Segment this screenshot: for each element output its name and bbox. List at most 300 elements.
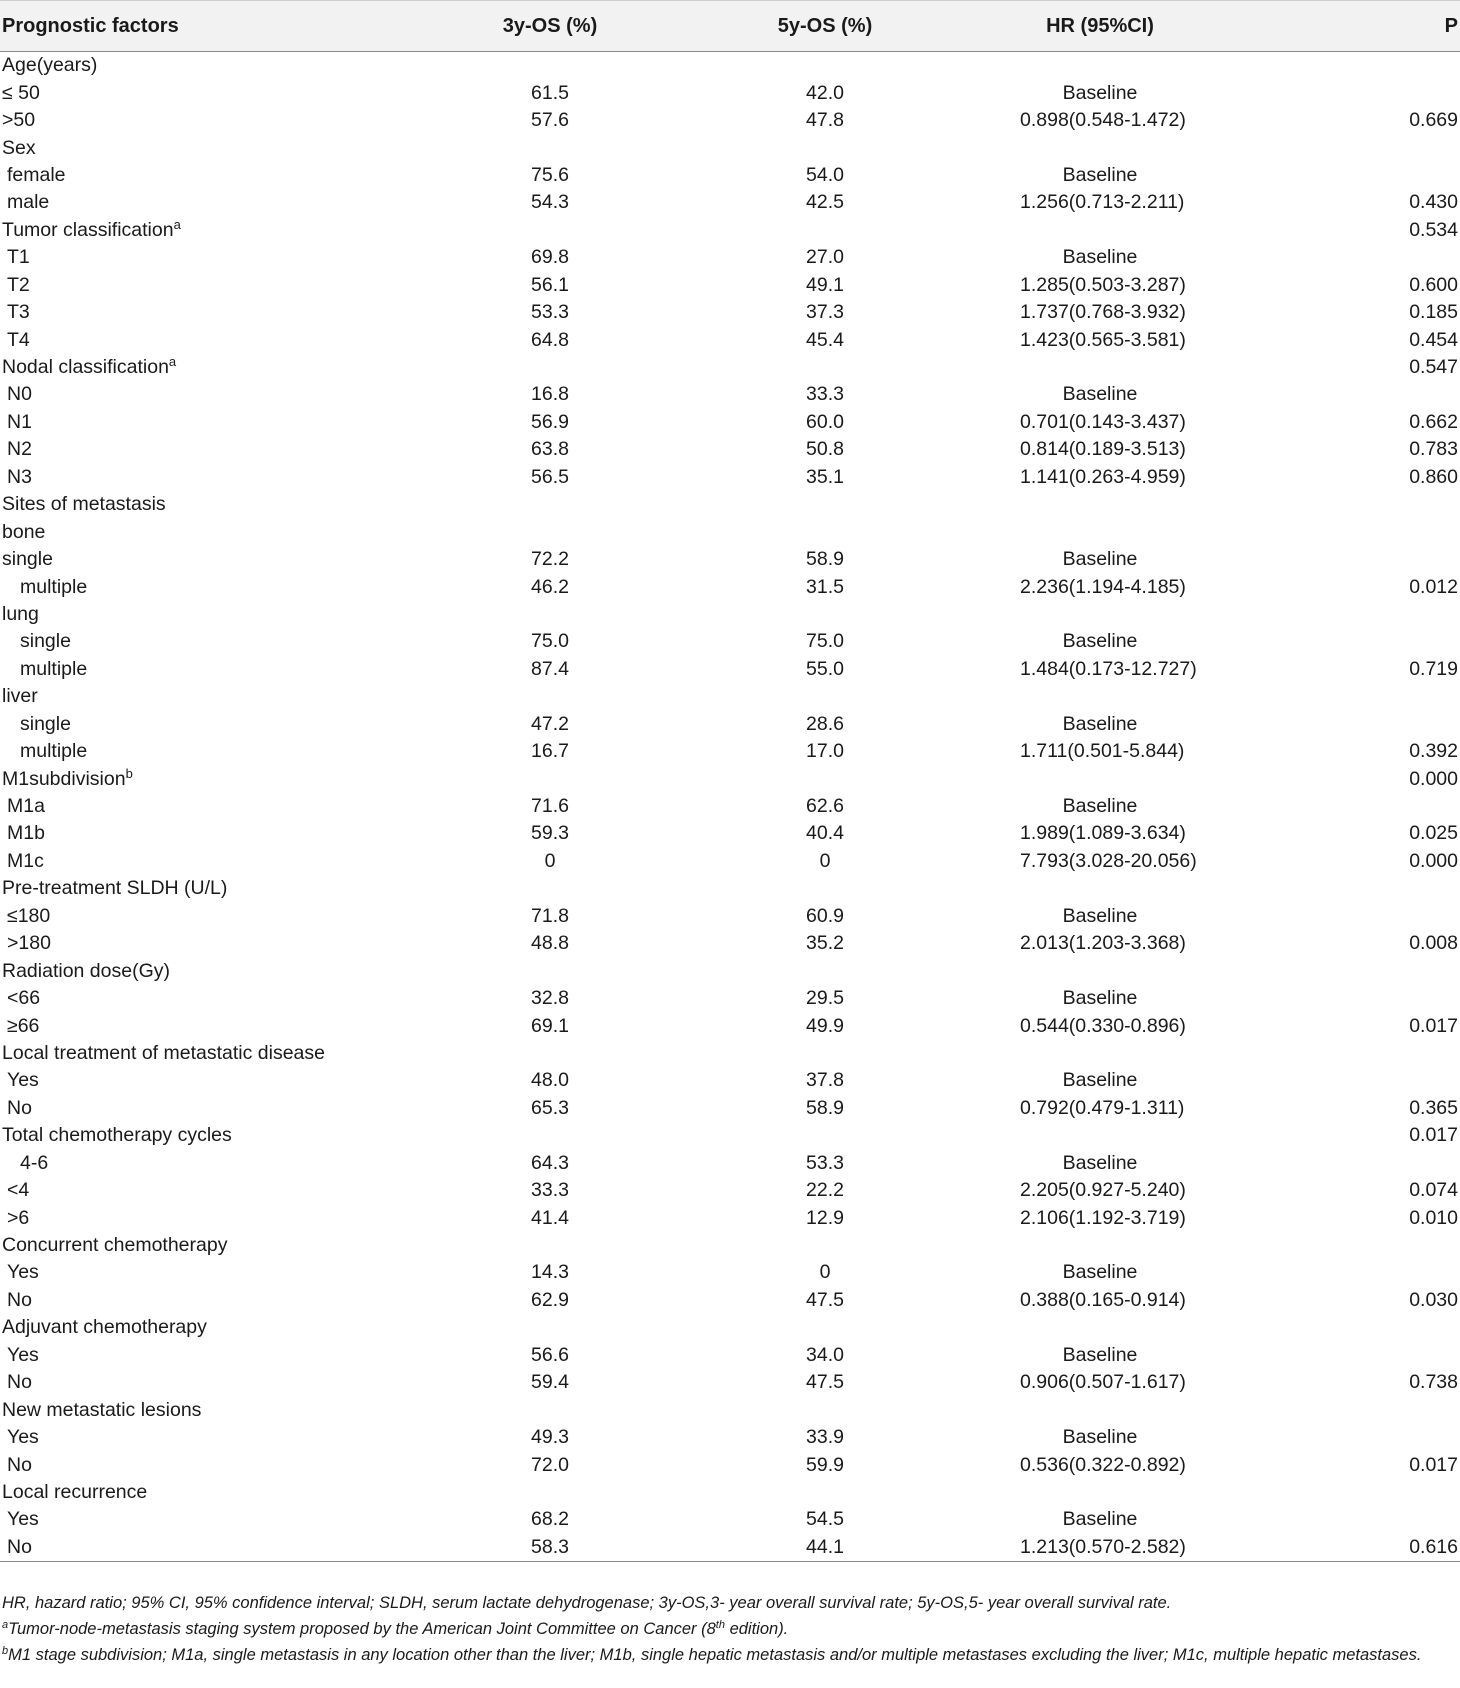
hr-value [1020, 601, 1180, 628]
factor-label-text: lung [2, 602, 39, 625]
factor-label [0, 409, 470, 436]
hr-value: 0.544(0.330-0.896) [1020, 1014, 1186, 1037]
hr-value: 0.701(0.143-3.437) [1020, 410, 1186, 433]
p-value: 0.600 [1409, 273, 1458, 296]
table-row [0, 820, 1460, 847]
os3-value: 54.3 [531, 191, 569, 214]
factor-label [0, 491, 470, 518]
factor-label [0, 464, 470, 491]
os5-value: 31.5 [806, 575, 844, 598]
factor-label [0, 683, 470, 710]
os3-value: 71.6 [531, 795, 569, 818]
os5-value: 53.3 [806, 1151, 844, 1174]
os5-value: 35.1 [806, 465, 844, 488]
hr-value: Baseline [1062, 712, 1138, 735]
hr-value [1020, 134, 1180, 161]
header-3y-os: 3y-OS (%) [470, 1, 630, 52]
table-row [0, 134, 1460, 161]
table-row [0, 1204, 1460, 1231]
p-value [1180, 79, 1460, 106]
table-header [0, 1, 1460, 52]
footnote-text: M1 stage subdivision; M1a, single metastasis in any location other than the liver; M1b, single hepatic metastasis and/or multiple metastases excluding the liver; M1c, multiple hepatic metastases. [8, 1646, 1422, 1664]
os3-value: 41.4 [531, 1206, 569, 1229]
hr-value: Baseline [1062, 1508, 1138, 1531]
os3-value: 56.6 [531, 1343, 569, 1366]
factor-label-text: male [7, 191, 50, 214]
os3-value: 64.3 [531, 1151, 569, 1174]
factor-label-text: multiple [20, 740, 88, 763]
os3-value [470, 957, 630, 984]
hr-value [1020, 1122, 1180, 1149]
factor-label [0, 957, 470, 984]
os5-value: 34.0 [806, 1343, 844, 1366]
table-row [0, 244, 1460, 271]
factor-label [0, 381, 470, 408]
p-value: 0.000 [1409, 849, 1458, 872]
hr-value: Baseline [1062, 1426, 1138, 1449]
os5-value: 45.4 [806, 328, 844, 351]
hr-value: 0.536(0.322-0.892) [1020, 1453, 1186, 1476]
os3-value: 59.4 [531, 1371, 569, 1394]
factor-label-text: Adjuvant chemotherapy [2, 1316, 207, 1339]
factor-label-text: bone [2, 520, 46, 543]
p-value [1180, 985, 1460, 1012]
p-value: 0.783 [1409, 438, 1458, 461]
table-row [0, 299, 1460, 326]
header-5y-os: 5y-OS (%) [630, 1, 1020, 52]
hr-value: 1.141(0.263-4.959) [1020, 465, 1186, 488]
p-value: 0.025 [1409, 822, 1458, 845]
hr-value [1020, 354, 1180, 381]
p-value [1180, 793, 1460, 820]
factor-label [0, 518, 470, 545]
table-row [0, 601, 1460, 628]
table-row [0, 409, 1460, 436]
table-row [0, 1314, 1460, 1341]
p-value: 0.454 [1409, 328, 1458, 351]
p-value: 0.719 [1409, 657, 1458, 680]
os3-value [470, 1479, 630, 1506]
footnote-marker: b [2, 1645, 9, 1657]
os5-value: 22.2 [806, 1179, 844, 1202]
footnote-marker: b [125, 765, 133, 781]
os5-value: 33.9 [806, 1426, 844, 1449]
factor-label-text: N2 [7, 438, 32, 461]
factor-label-text: multiple [20, 657, 88, 680]
p-value: 0.547 [1409, 356, 1458, 379]
os3-value [470, 134, 630, 161]
factor-label [0, 272, 470, 299]
table-row [0, 711, 1460, 738]
os5-value [630, 1314, 1020, 1341]
hr-value [1020, 1396, 1180, 1423]
factor-label-text: M1b [7, 822, 45, 845]
table-row [0, 1095, 1460, 1122]
os5-value [630, 134, 1020, 161]
factor-label [0, 1122, 470, 1149]
hr-value: 1.285(0.503-3.287) [1020, 273, 1186, 296]
hr-value [1020, 518, 1180, 545]
os3-value: 63.8 [531, 438, 569, 461]
factor-label-text: Local treatment of metastatic disease [2, 1041, 325, 1064]
table-row [0, 1479, 1460, 1506]
table-row [0, 1012, 1460, 1039]
hr-value: Baseline [1062, 383, 1138, 406]
footnote-marker: a [173, 216, 181, 232]
hr-value: Baseline [1062, 795, 1138, 818]
hr-value: Baseline [1062, 630, 1138, 653]
hr-value: Baseline [1062, 1069, 1138, 1092]
factor-label-text: No [7, 1535, 32, 1558]
os5-value: 60.9 [806, 904, 844, 927]
os5-value [630, 52, 1020, 80]
hr-value: Baseline [1062, 81, 1138, 104]
factor-label-text: N0 [7, 383, 32, 406]
factor-label-text: >180 [7, 932, 51, 955]
os5-value: 17.0 [806, 740, 844, 763]
table-row [0, 217, 1460, 244]
factor-label-text: Total chemotherapy cycles [2, 1124, 232, 1147]
p-value: 0.738 [1409, 1371, 1458, 1394]
table-row [0, 1396, 1460, 1423]
factor-label [0, 1067, 470, 1094]
factor-label [0, 1451, 470, 1478]
os3-value: 48.8 [531, 932, 569, 955]
p-value [1180, 1150, 1460, 1177]
factor-label [0, 1012, 470, 1039]
table-row [0, 1150, 1460, 1177]
os5-value: 50.8 [806, 438, 844, 461]
os5-value [630, 354, 1020, 381]
p-value: 0.365 [1409, 1096, 1458, 1119]
p-value [1180, 601, 1460, 628]
table-row [0, 1424, 1460, 1451]
p-value: 0.534 [1409, 218, 1458, 241]
factor-label-text: No [7, 1096, 32, 1119]
os3-value: 16.8 [531, 383, 569, 406]
hr-value: 1.256(0.713-2.211) [1020, 191, 1185, 214]
os3-value [470, 217, 630, 244]
factor-label-text: M1c [7, 849, 44, 872]
hr-value: 0.388(0.165-0.914) [1020, 1288, 1186, 1311]
os5-value: 59.9 [806, 1453, 844, 1476]
factor-label [0, 1342, 470, 1369]
factor-label-text: <4 [7, 1179, 30, 1202]
p-value: 0.017 [1409, 1124, 1458, 1147]
table-row [0, 546, 1460, 573]
footnote-superscript: th [715, 1619, 725, 1631]
table-row [0, 162, 1460, 189]
factor-label [0, 436, 470, 463]
factor-label-text: Yes [7, 1069, 39, 1092]
factor-label [0, 848, 470, 875]
os5-value: 0 [819, 1261, 831, 1284]
p-value [1180, 903, 1460, 930]
p-value: 0.430 [1409, 191, 1458, 214]
hr-value: 1.423(0.565-3.581) [1020, 328, 1186, 351]
table-row [0, 573, 1460, 600]
os3-value: 49.3 [531, 1426, 569, 1449]
factor-label-text: N1 [7, 410, 32, 433]
factor-label [0, 189, 470, 216]
hr-value: 7.793(3.028-20.056) [1020, 849, 1197, 872]
p-value [1180, 1259, 1460, 1286]
os3-value: 59.3 [531, 822, 569, 845]
hr-value [1020, 217, 1180, 244]
hr-value: Baseline [1062, 1151, 1138, 1174]
os5-value: 29.5 [806, 987, 844, 1010]
factor-label-text: single [2, 548, 53, 571]
factor-label-text: Yes [7, 1261, 39, 1284]
os3-value: 47.2 [531, 712, 569, 735]
table-row [0, 381, 1460, 408]
factor-label [0, 793, 470, 820]
factor-label [0, 1150, 470, 1177]
os3-value [470, 354, 630, 381]
table-row [0, 903, 1460, 930]
os3-value [470, 518, 630, 545]
table-row [0, 1451, 1460, 1478]
footnote-text: Tumor-node-metastasis staging system proposed by the American Joint Committee on Cancer (8 [8, 1620, 716, 1638]
table-row [0, 1506, 1460, 1533]
os3-value: 69.1 [531, 1014, 569, 1037]
factor-label-text: Yes [7, 1343, 39, 1366]
p-value: 0.000 [1409, 767, 1458, 790]
hr-value [1020, 1314, 1180, 1341]
os5-value: 55.0 [806, 657, 844, 680]
header-hr-ci: HR (95%CI) [1020, 1, 1180, 52]
factor-label-text: liver [2, 685, 38, 708]
hr-value: 0.814(0.189-3.513) [1020, 438, 1186, 461]
factor-label [0, 134, 470, 161]
p-value [1180, 162, 1460, 189]
os5-value: 54.5 [806, 1508, 844, 1531]
hr-value [1020, 1479, 1180, 1506]
table-row [0, 518, 1460, 545]
os5-value [630, 217, 1020, 244]
os3-value [470, 683, 630, 710]
factor-label [0, 903, 470, 930]
factor-label-text: >6 [7, 1206, 30, 1229]
os3-value [470, 1314, 630, 1341]
hr-value [1020, 52, 1180, 80]
p-value [1180, 546, 1460, 573]
p-value [1180, 1396, 1460, 1423]
factor-label [0, 217, 470, 244]
os3-value: 48.0 [531, 1069, 569, 1092]
factor-label [0, 1095, 470, 1122]
table-row [0, 1259, 1460, 1286]
hr-value: 2.205(0.927-5.240) [1020, 1179, 1186, 1202]
factor-label-text: Sites of metastasis [2, 493, 166, 516]
factor-label-text: single [20, 630, 71, 653]
factor-label-text: Sex [2, 136, 36, 159]
factor-label-text: Yes [7, 1426, 39, 1449]
table-row [0, 793, 1460, 820]
os3-value: 68.2 [531, 1508, 569, 1531]
table-row [0, 738, 1460, 765]
factor-label [0, 1506, 470, 1533]
table-row [0, 1177, 1460, 1204]
p-value: 0.008 [1409, 932, 1458, 955]
os5-value: 33.3 [806, 383, 844, 406]
hr-value: 1.711(0.501-5.844) [1020, 740, 1185, 763]
os5-value: 27.0 [806, 246, 844, 269]
p-value [1180, 628, 1460, 655]
factor-label [0, 1396, 470, 1423]
factor-label-text: Local recurrence [2, 1480, 148, 1503]
os5-value: 47.8 [806, 109, 844, 132]
table-row [0, 1287, 1460, 1314]
footnote-marker: a [168, 354, 177, 370]
p-value: 0.185 [1409, 301, 1458, 324]
os5-value: 37.8 [806, 1069, 844, 1092]
os5-value [630, 957, 1020, 984]
table-row [0, 848, 1460, 875]
table-row [0, 765, 1460, 792]
p-value [1180, 1479, 1460, 1506]
hr-value: 1.737(0.768-3.932) [1020, 301, 1186, 324]
hr-value: 0.898(0.548-1.472) [1020, 109, 1186, 132]
table-row [0, 436, 1460, 463]
factor-label [0, 299, 470, 326]
factor-label [0, 1424, 470, 1451]
factor-label-text: T1 [7, 246, 30, 269]
hr-value: Baseline [1062, 904, 1138, 927]
factor-label-text: multiple [20, 575, 88, 598]
header-p-value: P [1180, 1, 1460, 52]
os5-value [630, 601, 1020, 628]
p-value [1180, 244, 1460, 271]
hr-value: Baseline [1062, 1343, 1138, 1366]
factor-label [0, 765, 470, 792]
hr-value: Baseline [1062, 987, 1138, 1010]
footnote [2, 1616, 1452, 1642]
factor-label [0, 1177, 470, 1204]
p-value [1180, 134, 1460, 161]
p-value: 0.662 [1409, 410, 1458, 433]
os3-value: 53.3 [531, 301, 569, 324]
os3-value: 75.0 [531, 630, 569, 653]
os5-value [630, 1479, 1020, 1506]
os3-value: 64.8 [531, 328, 569, 351]
p-value [1180, 683, 1460, 710]
table-row [0, 985, 1460, 1012]
os5-value [630, 491, 1020, 518]
os3-value: 62.9 [531, 1288, 569, 1311]
factor-label [0, 820, 470, 847]
factor-label-text: Radiation dose(Gy) [2, 959, 170, 982]
factor-label [0, 162, 470, 189]
factor-label [0, 1040, 470, 1067]
factor-label [0, 930, 470, 957]
factor-label-text: T4 [7, 328, 30, 351]
p-value [1180, 1506, 1460, 1533]
table-row [0, 272, 1460, 299]
hr-value [1020, 1232, 1180, 1259]
table-row [0, 52, 1460, 80]
table-row [0, 464, 1460, 491]
factor-label-text: ≤ 50 [2, 81, 40, 104]
factor-label-text: <66 [7, 987, 41, 1010]
factor-label [0, 1232, 470, 1259]
table-footnotes [2, 1590, 1452, 1668]
factor-label-text: female [7, 163, 66, 186]
factor-label [0, 1479, 470, 1506]
table-row [0, 1342, 1460, 1369]
os5-value: 37.3 [806, 301, 844, 324]
os5-value [630, 518, 1020, 545]
p-value [1180, 957, 1460, 984]
footnote-text: HR, hazard ratio; 95% CI, 95% confidence interval; SLDH, serum lactate dehydrogenase; 3y-OS,3- year overall survival rate; 5y-OS,5- year overall survival rate. [2, 1594, 1172, 1612]
p-value [1180, 518, 1460, 545]
hr-value: 1.989(1.089-3.634) [1020, 822, 1186, 845]
factor-label-text: single [20, 712, 71, 735]
table-row [0, 1122, 1460, 1149]
os3-value: 33.3 [531, 1179, 569, 1202]
p-value: 0.012 [1409, 575, 1458, 598]
table-body [0, 52, 1460, 1562]
os5-value: 60.0 [806, 410, 844, 433]
factor-label [0, 244, 470, 271]
os5-value: 0 [819, 849, 831, 872]
hr-value: Baseline [1062, 246, 1138, 269]
table-row [0, 107, 1460, 134]
p-value [1180, 711, 1460, 738]
os3-value [470, 1396, 630, 1423]
os5-value [630, 765, 1020, 792]
os3-value: 69.8 [531, 246, 569, 269]
p-value [1180, 1342, 1460, 1369]
factor-label-text: Yes [7, 1508, 39, 1531]
os3-value: 32.8 [531, 987, 569, 1010]
p-value [1180, 1232, 1460, 1259]
os3-value: 56.1 [531, 273, 569, 296]
os3-value: 57.6 [531, 109, 569, 132]
os5-value: 42.5 [806, 191, 844, 214]
table-row [0, 326, 1460, 353]
factor-label-text: N3 [7, 465, 32, 488]
os5-value: 49.1 [806, 273, 844, 296]
os5-value [630, 1122, 1020, 1149]
p-value: 0.074 [1409, 1179, 1458, 1202]
os5-value: 62.6 [806, 795, 844, 818]
os3-value [470, 875, 630, 902]
os3-value: 87.4 [531, 657, 569, 680]
hr-value: Baseline [1062, 1261, 1138, 1284]
os3-value: 61.5 [531, 81, 569, 104]
header-row [0, 1, 1460, 52]
hr-value: Baseline [1062, 163, 1138, 186]
hr-value: Baseline [1062, 548, 1138, 571]
hr-value: 0.906(0.507-1.617) [1020, 1371, 1186, 1394]
os5-value [630, 875, 1020, 902]
factor-label [0, 875, 470, 902]
table-row [0, 628, 1460, 655]
factor-label [0, 1314, 470, 1341]
factor-label [0, 1287, 470, 1314]
table-row [0, 1040, 1460, 1067]
factor-label-text: No [7, 1371, 32, 1394]
p-value: 0.860 [1409, 465, 1458, 488]
factor-label [0, 1534, 470, 1562]
os3-value: 0 [544, 849, 556, 872]
table-row [0, 683, 1460, 710]
os3-value: 71.8 [531, 904, 569, 927]
table-row [0, 189, 1460, 216]
factor-label [0, 326, 470, 353]
os3-value: 58.3 [470, 1534, 630, 1562]
